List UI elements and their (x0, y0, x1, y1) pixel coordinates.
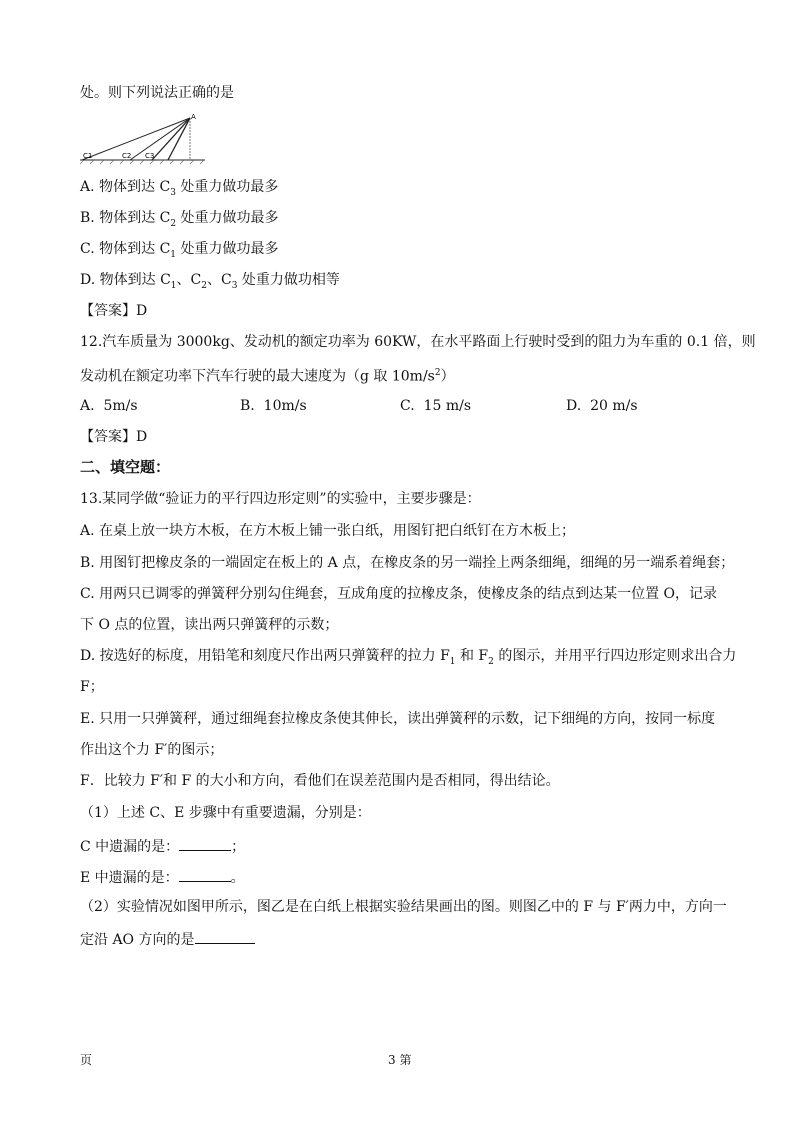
q12-option-c: C. 15 m/s (400, 398, 472, 414)
q11-option-b: B. 物体到达 $C_2$ 处重力做功最多 (80, 210, 279, 229)
q13-step-e-line2: 作出这个力 F′的图示； (80, 742, 224, 758)
ground-hatch (80, 160, 204, 164)
label-c2: C2 (122, 152, 132, 160)
q13-stem: 13.某同学做“验证力的平行四边形定则”的实验中，主要步骤是： (80, 491, 481, 507)
ao-direction-blank[interactable] (195, 929, 255, 944)
q13-sub2-line1: （2）实验情况如图甲所示，图乙是在白纸上根据实验结果画出的图。则图乙中的 F 与 F′两力中，方向一 (80, 899, 727, 915)
q12-option-d: D. 20 m/s (566, 398, 638, 414)
footer-left: 页 (80, 1053, 93, 1067)
question-intro: 处。则下列说法正确的是 (80, 85, 234, 101)
answer-11: 【答案】D (80, 303, 148, 319)
label-c3: C3 (145, 152, 155, 160)
q11-option-c: C. 物体到达 $C_1$ 处重力做功最多 (80, 241, 279, 260)
q11-option-a: A. 物体到达 $C_3$ 处重力做功最多 (80, 179, 279, 198)
q13-sub1: （1）上述 C、E 步骤中有重要遗漏，分别是： (80, 805, 371, 821)
q13-step-a: A. 在桌上放一块方木板，在方木板上铺一张白纸，用图钉把白纸钉在方木板上； (80, 523, 576, 539)
q12-option-a: A. 5m/s (80, 398, 138, 414)
q13-step-d-line1: D. 按选好的标度，用铅笔和刻度尺作出两只弹簧秤的拉力 $F_1$ 和 $F_2$ 的图示，并用平行四边形定则求出合力 (80, 648, 737, 667)
section-heading-fill-in: 二、填空题： (80, 458, 171, 476)
c-missing-blank[interactable] (179, 836, 231, 851)
q13-step-c-line1: C. 用两只已调零的弹簧秤分别勾住绳套，互成角度的拉橡皮条，使橡皮条的结点到达某一位置 O，记录 (80, 586, 718, 602)
q11-option-d: D. 物体到达 $C_1$、$C_2$、$C_3$ 处重力做功相等 (80, 272, 340, 291)
q13-step-b: B. 用图钉把橡皮条的一端固定在板上的 A 点，在橡皮条的另一端拴上两条细绳，细绳的另一端系着绳套； (80, 555, 735, 571)
label-a: A (191, 113, 196, 121)
q13-step-f: F．比较力 F′和 F 的大小和方向，看他们在误差范围内是否相同，得出结论。 (80, 773, 560, 789)
q12-stem-line1: 12.汽车质量为 3000kg、发动机的额定功率为 60KW，在水平路面上行驶时受到的阻力为车重的 0.1 倍，则 (80, 334, 756, 350)
e-missing-blank[interactable] (179, 867, 231, 882)
incline-c2 (130, 118, 190, 160)
q12-option-b: B. 10m/s (240, 398, 307, 414)
q13-step-c-line2: 下 O 点的位置，读出两只弹簧秤的示数； (80, 617, 339, 633)
incline-c1 (82, 118, 190, 160)
label-c1: C1 (83, 152, 93, 160)
answer-12: 【答案】D (80, 429, 148, 445)
q13-sub2-line2: 定沿 AO 方向的是 (80, 929, 255, 949)
c-missing-line: C 中遗漏的是： ； (80, 836, 245, 856)
footer-page-number: 3 第 (388, 1053, 412, 1067)
incline-figure (80, 112, 210, 167)
q12-stem-line2: 发动机在额定功率下汽车行驶的最大速度为（g 取 $10m/s^2$） (80, 368, 455, 385)
q13-step-e-line1: E. 只用一只弹簧秤，通过细绳套拉橡皮条使其伸长，读出弹簧秤的示数，记下细绳的方向，按同一标度 (80, 711, 716, 727)
e-missing-line: E 中遗漏的是： 。 (80, 867, 245, 887)
q13-step-d-line2: F； (80, 679, 104, 695)
